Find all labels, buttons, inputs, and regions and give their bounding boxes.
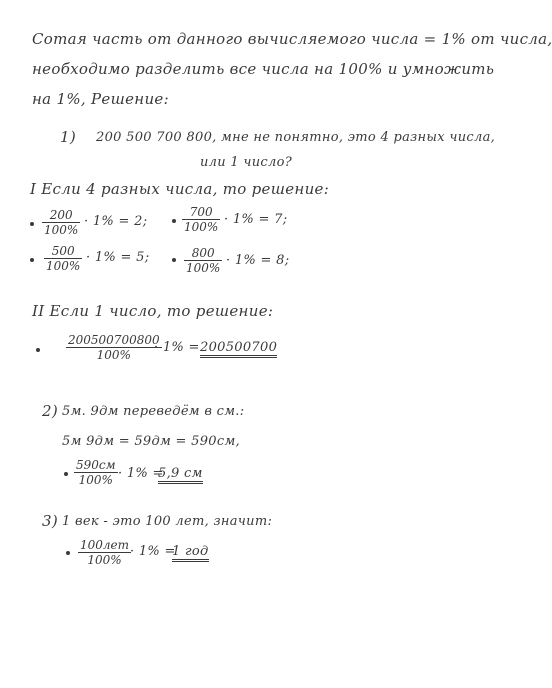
item2-result: 5,9 см [158,466,203,484]
fraction-numerator: 200500700800 [68,333,160,347]
case2-mid: · 1% = [154,340,200,355]
item3-marker: 3) [42,512,58,530]
fraction-denominator: 100% [184,220,219,234]
intro-line-3: на 1%, Решение: [32,90,169,108]
case1-ex1-rest: · 1% = 2; [84,214,148,229]
fraction-numerator: 800 [184,246,222,261]
fraction-denominator: 100% [87,553,122,567]
item3-mid: · 1% = [130,544,176,559]
intro-line-1: Сотая часть от данного вычисляемого числа = 1% от числа, [32,30,552,48]
bullet-icon [30,258,34,262]
item2-line: 5м 9дм = 59дм = 590см, [62,434,240,449]
item1-marker: 1) [60,128,76,146]
bullet-icon [30,222,34,226]
fraction-denominator: 100% [186,261,221,275]
item2-heading: 5м. 9дм переведём в см.: [62,404,245,419]
fraction-numerator: 100лет [80,538,130,552]
bullet-icon [66,551,70,555]
case1-ex4-fraction [184,246,222,275]
item3-fraction [78,538,131,567]
case1-ex2-rest: · 1% = 7; [224,212,288,227]
case1-ex3-rest: · 1% = 5; [86,250,150,265]
fraction-denominator: 100% [78,473,113,487]
item1-line-2: или 1 число? [200,155,292,170]
bullet-icon [64,472,68,476]
case2-heading: II Если 1 число, то решение: [32,302,274,320]
bullet-icon [36,348,40,352]
item2-marker: 2) [42,402,58,420]
fraction-denominator: 100% [96,348,131,362]
case1-ex3-fraction [44,244,82,273]
intro-line-2: необходимо разделить все числа на 100% и умножить [32,60,495,78]
fraction-denominator: 100% [44,223,79,237]
case2-fraction [66,333,162,362]
case1-heading: I Если 4 разных числа, то решение: [30,180,330,198]
case2-result: 200500700 [200,340,277,358]
bullet-icon [172,258,176,262]
fraction-numerator: 500 [44,244,82,259]
item2-fraction [74,458,118,487]
item1-line-1: 200 500 700 800, мне не понятно, это 4 разных числа, [96,130,496,145]
bullet-icon [172,219,176,223]
case1-ex1-fraction [42,208,80,237]
fraction-numerator: 590см [76,458,116,472]
case1-ex4-rest: · 1% = 8; [226,253,290,268]
item3-result: 1 год [172,544,209,562]
item3-heading: 1 век - это 100 лет, значит: [62,514,273,529]
fraction-denominator: 100% [46,259,81,273]
fraction-numerator: 700 [182,205,220,220]
case1-ex2-fraction [182,205,220,234]
item2-mid: · 1% = [118,466,164,481]
fraction-numerator: 200 [42,208,80,223]
